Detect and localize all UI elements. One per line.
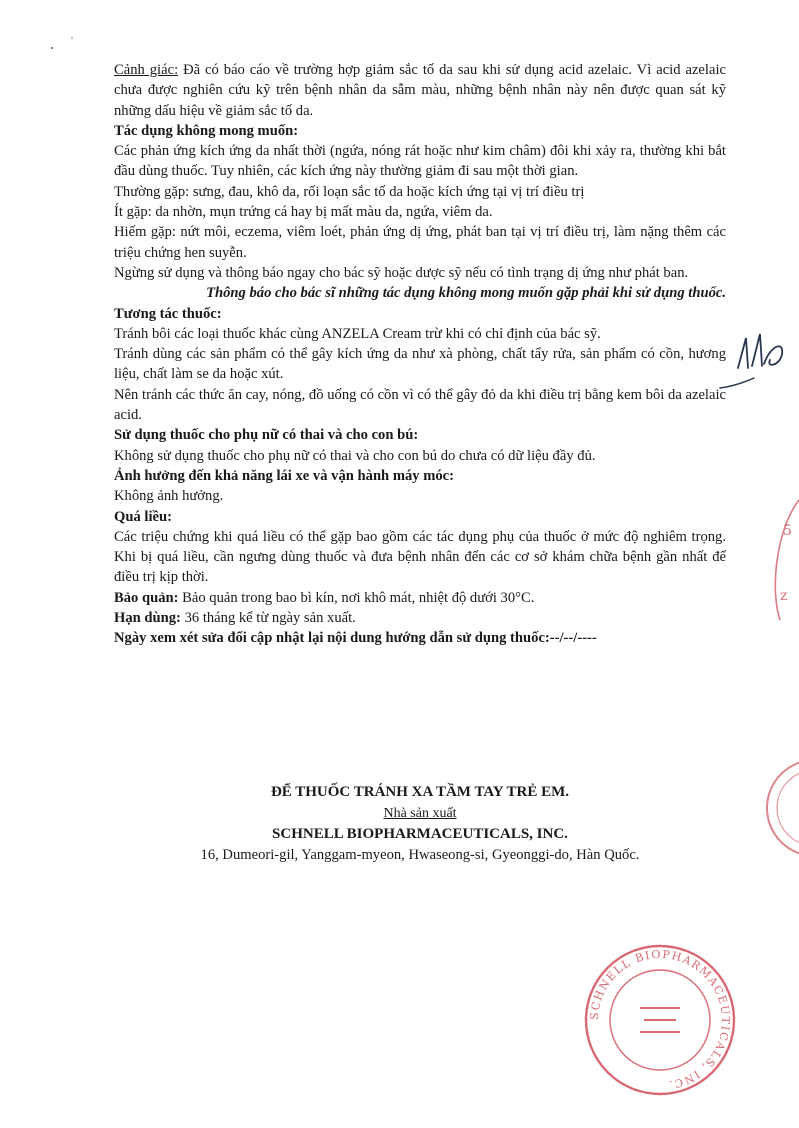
overdose-heading: Quá liều: — [114, 508, 172, 525]
scan-speck — [51, 47, 53, 49]
leaflet-body — [114, 60, 726, 649]
stamp-edge-glyph: 5 — [783, 523, 792, 539]
storage-paragraph — [114, 588, 726, 608]
side-effects-intro: Các phản ứng kích ứng da nhất thời (ngứa, nóng rát hoặc như kim châm) đôi khi xảy ra, thường khi bắt đầu dùng thuốc. Tuy nhiên, các kích ứng này thường giảm đi sau một thời gian. — [114, 143, 726, 180]
side-effects-stop: Ngừng sử dụng và thông báo ngay cho bác sỹ hoặc dược sỹ nếu có tình trạng dị ứng như phát ban. — [114, 264, 689, 281]
company-name: SCHNELL BIOPHARMACEUTICALS, INC. — [272, 826, 568, 842]
scan-speck — [71, 37, 73, 39]
side-effects-heading: Tác dụng không mong muốn: — [114, 122, 299, 139]
interactions-heading: Tương tác thuốc: — [114, 305, 222, 322]
expiry-label: Hạn dùng: — [114, 610, 181, 627]
manufacturer-label: Nhà sản xuất — [383, 806, 457, 821]
interactions-p1: Tránh bôi các loại thuốc khác cùng ANZELA Cream trừ khi có chỉ định của bác sỹ. — [114, 325, 601, 342]
warning-label: Cảnh giác: — [114, 62, 179, 78]
overdose-text: Các triệu chứng khi quá liều có thể gặp bao gồm các tác dụng phụ của thuốc ở mức độ nghiêm trọng. Khi bị quá liều, cần ngưng dùng thuốc và đưa bệnh nhân đến các cơ sở khám chữa bệnh gần nhất để điều trị kịp thời. — [114, 528, 726, 586]
leaflet-footer — [60, 782, 780, 866]
side-effects-rare: Hiếm gặp: nứt môi, eczema, viêm loét, phản ứng dị ứng, phát ban tại vị trí điều trị, làm nặng thêm các triệu chứng hen suyễn. — [114, 224, 726, 261]
stamp-edge-glyph: z — [780, 588, 788, 604]
storage-label: Bảo quản: — [114, 589, 179, 606]
side-effects-common: Thường gặp: sưng, đau, khô da, rối loạn sắc tố da hoặc kích ứng tại vị trí điều trị — [114, 183, 585, 200]
interactions-p3: Nên tránh các thức ăn cay, nóng, đồ uống có cồn vì có thể gây đỏ da khi điều trị bằng kem bôi da azelaic acid. — [114, 386, 726, 424]
svg-text:SCHNELL BIOPHARMACEUTICALS, IN — [588, 948, 732, 1092]
driving-heading: Ảnh hưởng đến khả năng lái xe và vận hành máy móc: — [114, 467, 455, 484]
company-address: 16, Dumeori-gil, Yanggam-myeon, Hwaseong-si, Gyeonggi-do, Hàn Quốc. — [200, 847, 640, 863]
warning-paragraph — [114, 60, 726, 121]
revision-date: Ngày xem xét sửa đổi cập nhật lại nội dung hướng dẫn sử dụng thuốc:--/--/---- — [114, 630, 597, 647]
warning-text: Đã có báo cáo về trường hợp giảm sắc tố da sau khi sử dụng acid azelaic. Vì acid azelaic chưa được nghiên cứu kỹ trên bệnh nhân da sẫm màu, những bệnh nhân này nên được quan sát kỹ những dấu hiệu về giảm sắc tố da. — [114, 62, 726, 119]
side-effects-uncommon: Ít gặp: da nhờn, mụn trứng cá hay bị mất màu da, ngứa, viêm da. — [114, 204, 493, 221]
driving-text: Không ảnh hưởng. — [114, 488, 224, 505]
stamp-edge-upper — [775, 500, 799, 620]
children-warning: ĐỂ THUỐC TRÁNH XA TẦM TAY TRẺ EM. — [270, 784, 570, 800]
signature-initials — [738, 334, 782, 368]
pregnancy-text: Không sử dụng thuốc cho phụ nữ có thai và cho con bú do chưa có dữ liệu đầy đủ. — [114, 447, 596, 464]
seal-ring-text: SCHNELL BIOPHARMACEUTICALS, INC. — [587, 947, 733, 1092]
expiry-paragraph — [114, 608, 726, 628]
storage-text: Bảo quản trong bao bì kín, nơi khô mát, nhiệt độ dưới 30°C. — [178, 589, 535, 606]
side-effects-notice: Thông báo cho bác sĩ những tác dụng không mong muốn gặp phải khi sử dụng thuốc. — [206, 285, 726, 302]
expiry-text: 36 tháng kể từ ngày sản xuất. — [180, 610, 356, 627]
pregnancy-heading: Sử dụng thuốc cho phụ nữ có thai và cho con bú: — [114, 427, 419, 444]
interactions-p2: Tránh dùng các sản phẩm có thể gây kích ứng da như xà phòng, chất tẩy rửa, sản phẩm có cồn, hương liệu, chất làm se da hoặc xút. — [114, 346, 726, 383]
stamp-edge-middle-inner — [777, 770, 799, 846]
company-seal — [586, 946, 734, 1094]
